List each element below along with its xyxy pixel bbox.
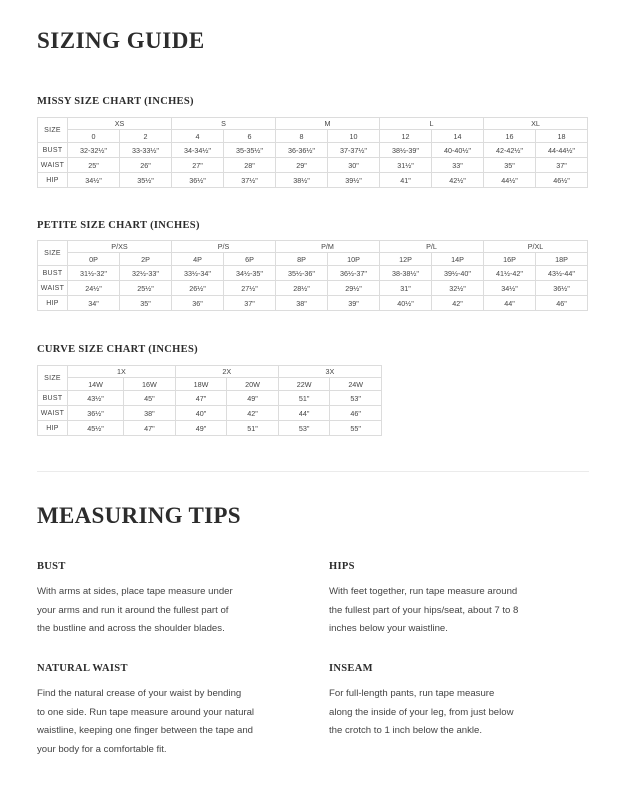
table-cell: 47": [124, 421, 176, 436]
table-cell: 32½-33": [120, 266, 172, 281]
missy-size-cell: 12: [380, 130, 432, 143]
table-cell: 40-40½": [432, 143, 484, 158]
table-cell: 34½": [484, 281, 536, 296]
petite-size-row: [38, 253, 588, 266]
table-cell: 44": [278, 406, 330, 421]
curve-waist-row: [38, 406, 382, 421]
tip-line: For full-length pants, run tape measure: [329, 688, 495, 699]
table-cell: 32½": [432, 281, 484, 296]
curve-size-cell: 18W: [175, 378, 227, 391]
missy-size-cell: 0: [68, 130, 120, 143]
curve-size-cell: 14W: [68, 378, 124, 391]
table-cell: 53": [278, 421, 330, 436]
tips-title: MEASURING TIPS: [37, 503, 241, 528]
row-label: BUST: [38, 266, 68, 281]
tip-line: your body for a comfortable fit.: [37, 743, 167, 755]
table-cell: 35": [120, 296, 172, 311]
table-cell: 27½": [224, 281, 276, 296]
table-cell: 37-37½": [328, 143, 380, 158]
bust-tip-title: BUST: [37, 561, 66, 572]
table-cell: 42½": [432, 173, 484, 188]
table-cell: 40½": [380, 296, 432, 311]
curve-size-row: [38, 378, 382, 391]
row-label: HIP: [38, 296, 68, 311]
petite-chart-title: PETITE SIZE CHART (INCHES): [37, 220, 200, 231]
missy-size-row: [38, 130, 588, 143]
table-cell: 44-44½": [536, 143, 588, 158]
table-cell: 38½-39": [380, 143, 432, 158]
petite-group-row: [38, 241, 588, 253]
missy-size-cell: 8: [276, 130, 328, 143]
tip-line: the bustline and across the shoulder blades.: [37, 623, 225, 634]
table-cell: 38": [124, 406, 176, 421]
petite-size-cell: 4P: [172, 253, 224, 266]
missy-group-cell: M: [276, 118, 380, 130]
curve-hip-row: [38, 421, 382, 436]
table-cell: 36½": [68, 406, 124, 421]
table-cell: 25½": [120, 281, 172, 296]
row-label: WAIST: [38, 406, 68, 421]
row-label: HIP: [38, 173, 68, 188]
curve-chart-title: CURVE SIZE CHART (INCHES): [37, 344, 198, 355]
table-cell: 24½": [68, 281, 120, 296]
petite-waist-row: [38, 281, 588, 296]
table-cell: 49": [227, 391, 279, 406]
missy-size-cell: 10: [328, 130, 380, 143]
table-cell: 26": [120, 158, 172, 173]
petite-size-cell: 2P: [120, 253, 172, 266]
table-cell: 29": [276, 158, 328, 173]
petite-group-cell: P/XL: [484, 241, 588, 253]
table-cell: 45": [124, 391, 176, 406]
table-cell: 31½-32": [68, 266, 120, 281]
table-cell: 39": [328, 296, 380, 311]
table-cell: 39½-40": [432, 266, 484, 281]
table-cell: 32-32½": [68, 143, 120, 158]
petite-hip-row: [38, 296, 588, 311]
missy-group-row: [38, 118, 588, 130]
hips-tip-text: [329, 583, 518, 639]
table-cell: 34½": [68, 173, 120, 188]
table-cell: 38": [276, 296, 328, 311]
table-cell: 39½": [328, 173, 380, 188]
petite-group-cell: P/L: [380, 241, 484, 253]
row-label: WAIST: [38, 281, 68, 296]
table-cell: 25": [68, 158, 120, 173]
table-cell: 31": [380, 281, 432, 296]
petite-group-cell: P/M: [276, 241, 380, 253]
tip-line: your arms and run it around the fullest part of: [37, 604, 229, 616]
missy-bust-row: [38, 143, 588, 158]
table-cell: 47": [175, 391, 227, 406]
table-cell: 33½-34": [172, 266, 224, 281]
table-cell: 28": [224, 158, 276, 173]
table-cell: 37": [224, 296, 276, 311]
table-cell: 44": [484, 296, 536, 311]
table-cell: 34-34½": [172, 143, 224, 158]
missy-group-cell: XS: [68, 118, 172, 130]
table-cell: 36-36½": [276, 143, 328, 158]
table-cell: 51": [227, 421, 279, 436]
row-label: BUST: [38, 391, 68, 406]
missy-chart-title: MISSY SIZE CHART (INCHES): [37, 96, 194, 107]
table-cell: 38½": [276, 173, 328, 188]
table-cell: 38-38½": [380, 266, 432, 281]
table-cell: 27": [172, 158, 224, 173]
table-cell: 40": [175, 406, 227, 421]
missy-size-cell: 18: [536, 130, 588, 143]
inseam-tip-text: [329, 685, 514, 741]
missy-size-cell: 6: [224, 130, 276, 143]
table-cell: 55": [330, 421, 382, 436]
petite-size-cell: 10P: [328, 253, 380, 266]
tip-line: the fullest part of your hips/seat, about 7 to 8: [329, 604, 519, 616]
table-cell: 26½": [172, 281, 224, 296]
table-cell: 37": [536, 158, 588, 173]
tip-line: Find the natural crease of your waist by bending: [37, 688, 242, 699]
missy-hip-row: [38, 173, 588, 188]
tip-line: With feet together, run tape measure around: [329, 586, 518, 597]
curve-group-cell: 1X: [68, 366, 176, 378]
table-cell: 43½-44": [536, 266, 588, 281]
missy-size-cell: 2: [120, 130, 172, 143]
table-cell: 31½": [380, 158, 432, 173]
table-cell: 35½-36": [276, 266, 328, 281]
tip-line: With arms at sides, place tape measure under: [37, 586, 233, 597]
table-cell: 29½": [328, 281, 380, 296]
curve-group-cell: 3X: [278, 366, 381, 378]
table-cell: 45½": [68, 421, 124, 436]
table-cell: 49": [175, 421, 227, 436]
table-cell: 35": [484, 158, 536, 173]
petite-group-cell: P/S: [172, 241, 276, 253]
curve-group-cell: 2X: [175, 366, 278, 378]
petite-size-cell: 18P: [536, 253, 588, 266]
missy-size-label: SIZE: [38, 118, 68, 143]
row-label: HIP: [38, 421, 68, 436]
tip-line: the crotch to 1 inch below the ankle.: [329, 725, 483, 736]
table-cell: 33-33½": [120, 143, 172, 158]
missy-waist-row: [38, 158, 588, 173]
bust-tip-text: [37, 583, 233, 639]
missy-group-cell: XL: [484, 118, 588, 130]
petite-size-label: SIZE: [38, 241, 68, 266]
missy-size-cell: 4: [172, 130, 224, 143]
table-cell: 43½": [68, 391, 124, 406]
table-cell: 33": [432, 158, 484, 173]
petite-size-cell: 16P: [484, 253, 536, 266]
table-cell: 35-35½": [224, 143, 276, 158]
missy-size-table: [37, 117, 588, 188]
curve-size-cell: 20W: [227, 378, 279, 391]
row-label: WAIST: [38, 158, 68, 173]
petite-size-cell: 14P: [432, 253, 484, 266]
inseam-tip-title: INSEAM: [329, 663, 373, 674]
page-title: SIZING GUIDE: [37, 28, 205, 53]
curve-bust-row: [38, 391, 382, 406]
curve-group-row: [38, 366, 382, 378]
petite-size-cell: 8P: [276, 253, 328, 266]
hips-tip-title: HIPS: [329, 561, 355, 572]
table-cell: 41½-42": [484, 266, 536, 281]
curve-size-table: [37, 365, 382, 436]
table-cell: 42": [432, 296, 484, 311]
curve-size-cell: 24W: [330, 378, 382, 391]
section-divider: [37, 471, 589, 472]
table-cell: 28½": [276, 281, 328, 296]
missy-size-cell: 16: [484, 130, 536, 143]
curve-size-cell: 16W: [124, 378, 176, 391]
table-cell: 36½-37": [328, 266, 380, 281]
curve-size-cell: 22W: [278, 378, 330, 391]
tip-line: inches below your waistline.: [329, 623, 448, 634]
petite-bust-row: [38, 266, 588, 281]
missy-group-cell: L: [380, 118, 484, 130]
waist-tip-text: [37, 685, 254, 759]
missy-size-cell: 14: [432, 130, 484, 143]
tip-line: along the inside of your leg, from just below: [329, 706, 514, 718]
petite-size-cell: 0P: [68, 253, 120, 266]
table-cell: 42-42½": [484, 143, 536, 158]
table-cell: 44½": [484, 173, 536, 188]
table-cell: 36½": [536, 281, 588, 296]
table-cell: 30": [328, 158, 380, 173]
petite-size-cell: 6P: [224, 253, 276, 266]
petite-size-table: [37, 240, 588, 311]
table-cell: 46½": [536, 173, 588, 188]
missy-group-cell: S: [172, 118, 276, 130]
table-cell: 34½-35": [224, 266, 276, 281]
table-cell: 37½": [224, 173, 276, 188]
table-cell: 51": [278, 391, 330, 406]
table-cell: 41": [380, 173, 432, 188]
table-cell: 36": [172, 296, 224, 311]
waist-tip-title: NATURAL WAIST: [37, 663, 128, 674]
table-cell: 35½": [120, 173, 172, 188]
tip-line: waistline, keeping one finger between the tape and: [37, 725, 254, 736]
curve-size-label: SIZE: [38, 366, 68, 391]
petite-group-cell: P/XS: [68, 241, 172, 253]
table-cell: 53": [330, 391, 382, 406]
petite-size-cell: 12P: [380, 253, 432, 266]
table-cell: 46": [330, 406, 382, 421]
table-cell: 42": [227, 406, 279, 421]
table-cell: 46": [536, 296, 588, 311]
row-label: BUST: [38, 143, 68, 158]
table-cell: 34": [68, 296, 120, 311]
table-cell: 36½": [172, 173, 224, 188]
tip-line: to one side. Run tape measure around your natural: [37, 706, 255, 718]
